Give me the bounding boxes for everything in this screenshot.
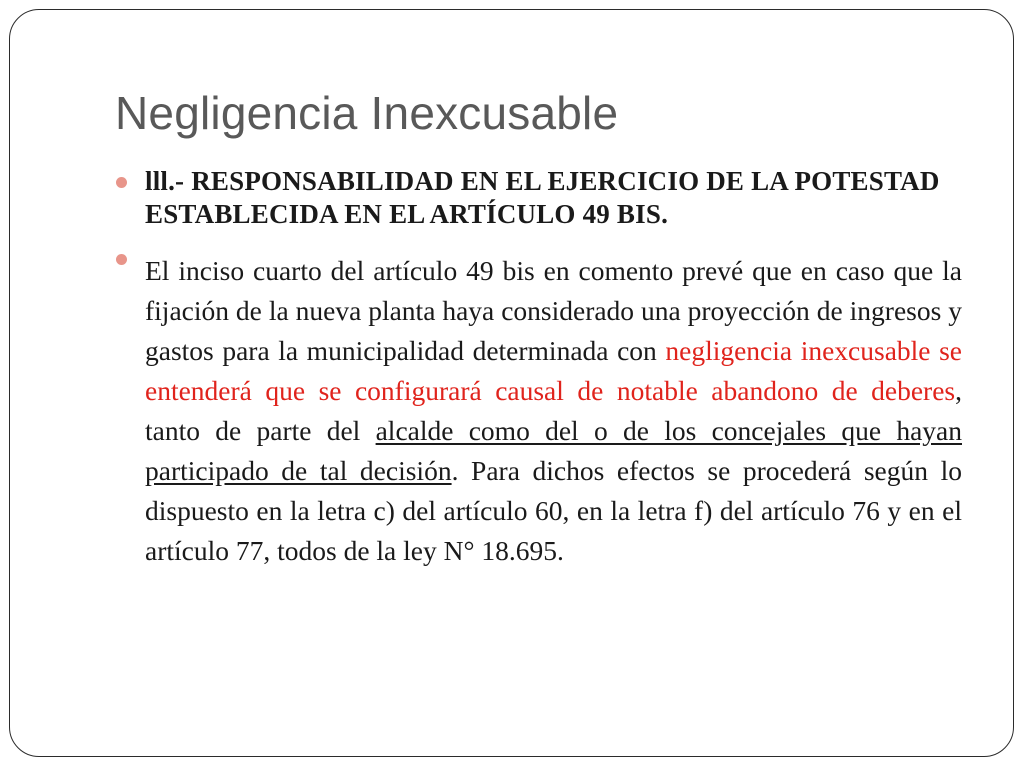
bullet-list [112,165,962,571]
paragraph-text-part-3: . Para dichos efectos se procederá según lo dispuesto en la letra c) del artículo 60, en la letra f) del artículo 76 y en el artículo 77, todos de la ley N° 18.695. [145,455,962,566]
paragraph-text-part-1: El inciso cuarto del artículo 49 bis en comento prevé que en caso que la fijación de la nueva planta haya considerado una proyección de ingresos y gastos para la municipalidad determinada con [145,255,962,366]
bullet-heading-text: lll.- RESPONSABILIDAD EN EL EJERCICIO DE LA POTESTAD ESTABLECIDA EN EL ARTÍCULO 49 BIS. [145,166,940,229]
paragraph-text-part-2: , tanto de parte del [145,375,962,446]
highlighted-red-text: negligencia inexcusable se entenderá que se configurará causal de notable abandono de deberes [145,335,962,406]
slide-title: Negligencia Inexcusable [115,87,619,139]
bullet-dot-icon [116,177,127,188]
bullet-dot-icon [116,254,127,265]
bullet-item-paragraph [112,251,962,571]
underlined-text: alcalde como del o de los concejales que hayan participado de tal decisión [145,415,962,486]
bullet-item-heading [112,165,962,231]
